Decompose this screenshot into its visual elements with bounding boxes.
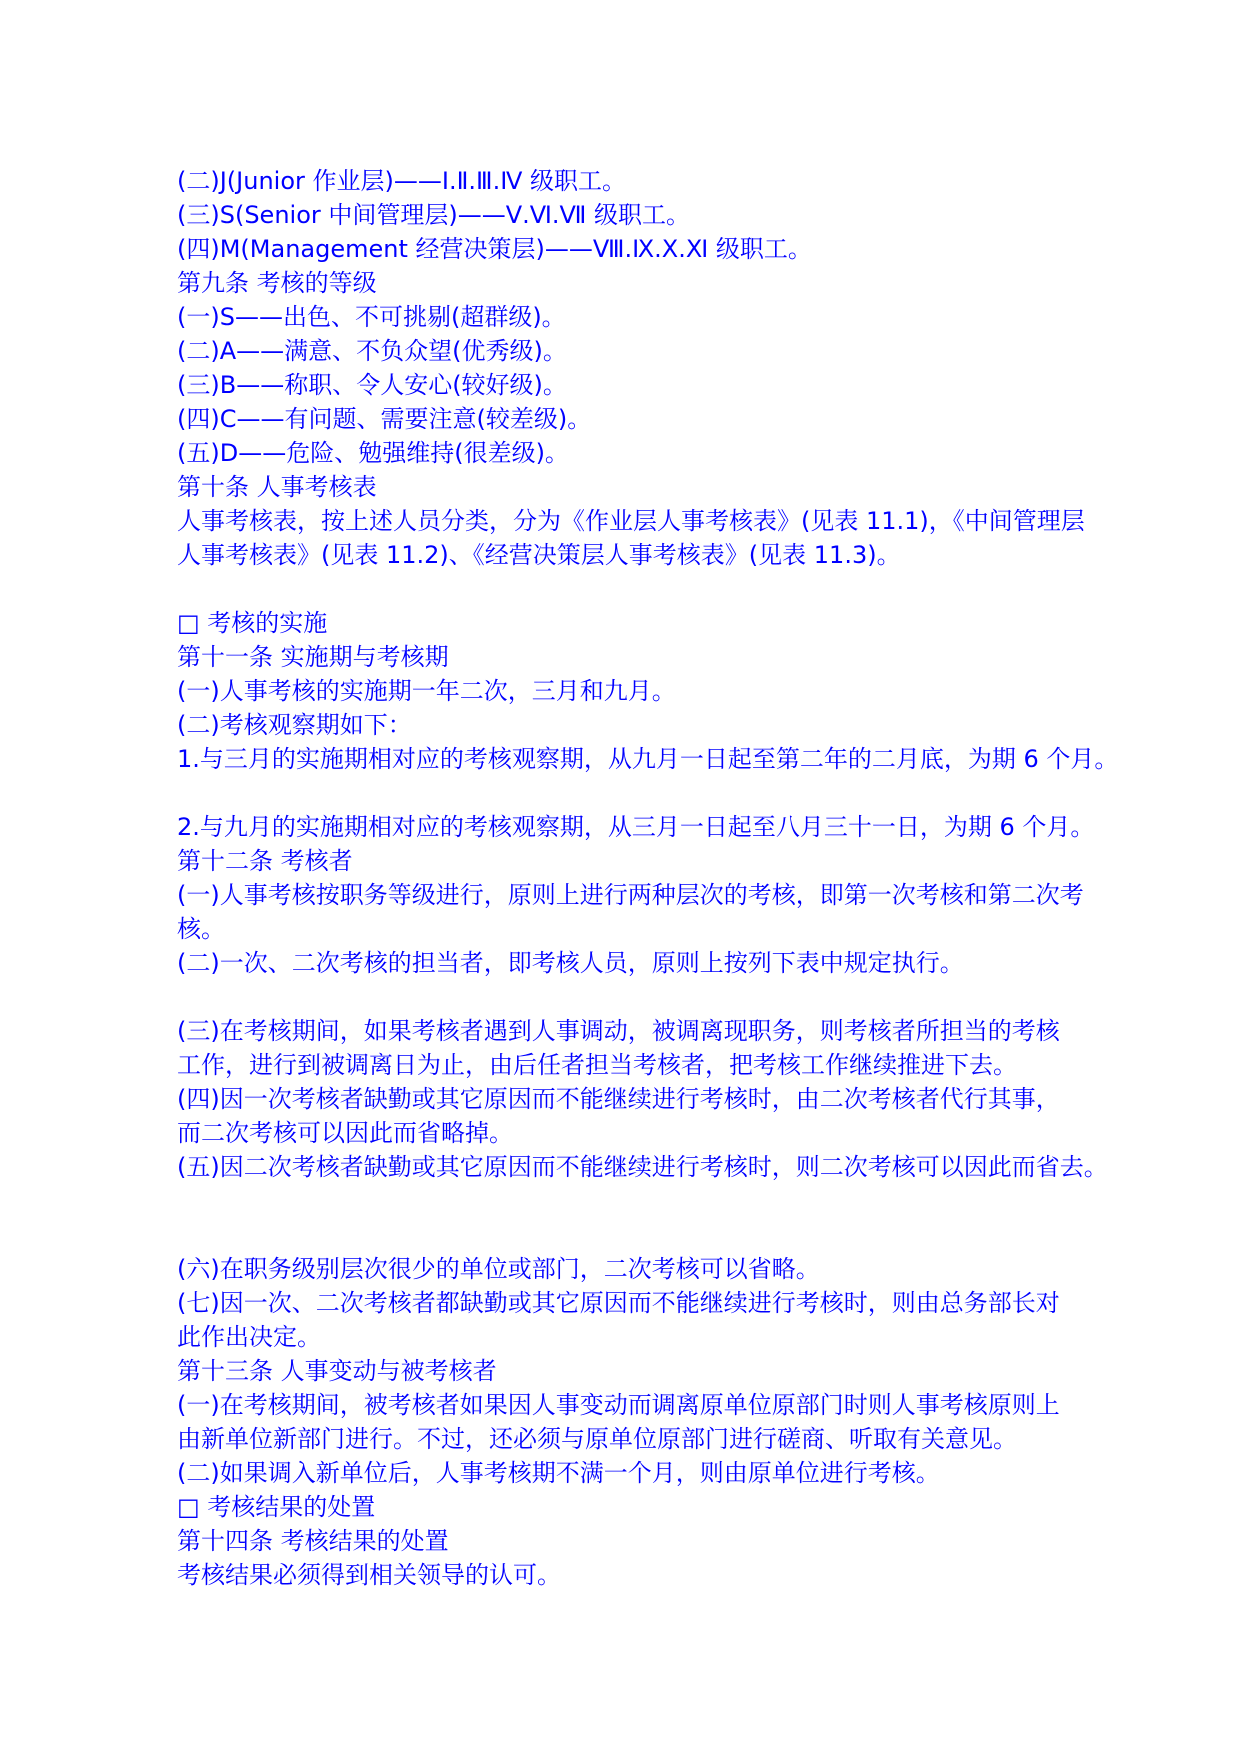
article-12-heading: 第十二条 考核者 [177,847,353,875]
grade-junior-line: (二)J(Junior 作业层)——Ⅰ.Ⅱ.Ⅲ.Ⅳ 级职工。 [177,167,626,195]
article-12-item-7-line-2: 此作出决定。 [177,1323,321,1351]
article-12-item-3-line-1: (三)在考核期间，如果考核者遇到人事调动，被调离现职务，则考核者所担当的考核 [177,1017,1060,1045]
section-implementation-heading: □ 考核的实施 [177,609,328,637]
article-13-item-2: (二)如果调入新单位后，人事考核期不满一个月，则由原单位进行考核。 [177,1459,940,1487]
article-9-heading: 第九条 考核的等级 [177,269,377,297]
article-14-text: 考核结果必须得到相关领导的认可。 [177,1561,561,1589]
level-a-line: (二)A——满意、不负众望(优秀级)。 [177,337,567,365]
spacer [177,572,1217,606]
section-result-handling-heading: □ 考核结果的处置 [177,1493,376,1521]
article-12-item-1-line-2: 核。 [177,915,225,943]
spacer [177,980,1217,1014]
article-12-item-3-line-2: 工作，进行到被调离日为止，由后任者担当考核者，把考核工作继续推进下去。 [177,1051,1017,1079]
article-12-item-7-line-1: (七)因一次、二次考核者都缺勤或其它原因而不能继续进行考核时，则由总务部长对 [177,1289,1060,1317]
level-s-line: (一)S——出色、不可挑剔(超群级)。 [177,303,566,331]
grade-senior-line: (三)S(Senior 中间管理层)——Ⅴ.Ⅵ.Ⅶ 级职工。 [177,201,691,229]
article-11-item-1: (一)人事考核的实施期一年二次，三月和九月。 [177,677,676,705]
level-b-line: (三)B——称职、令人安心(较好级)。 [177,371,567,399]
article-11-subitem-1: 1.与三月的实施期相对应的考核观察期，从九月一日起至第二年的二月底，为期 6 个月。 [177,745,1119,773]
article-12-item-4-line-2: 而二次考核可以因此而省略掉。 [177,1119,513,1147]
spacer [177,1184,1217,1252]
article-11-item-2: (二)考核观察期如下： [177,711,412,739]
article-12-item-4-line-1: (四)因一次考核者缺勤或其它原因而不能继续进行考核时，由二次考核者代行其事， [177,1085,1060,1113]
level-c-line: (四)C——有问题、需要注意(较差级)。 [177,405,592,433]
document-body [177,164,1217,1592]
grade-management-line: (四)M(Management 经营决策层)——Ⅷ.Ⅸ.Ⅹ.Ⅺ 级职工。 [177,235,812,263]
article-13-heading: 第十三条 人事变动与被考核者 [177,1357,497,1385]
level-d-line: (五)D——危险、勉强维持(很差级)。 [177,439,569,467]
article-12-item-6: (六)在职务级别层次很少的单位或部门，二次考核可以省略。 [177,1255,820,1283]
spacer [177,776,1217,810]
article-12-item-1-line-1: (一)人事考核按职务等级进行，原则上进行两种层次的考核，即第一次考核和第二次考 [177,881,1084,909]
article-10-text-line-2: 人事考核表》(见表 11.2)、《经营决策层人事考核表》(见表 11.3)。 [177,541,901,569]
article-13-item-1-line-1: (一)在考核期间，被考核者如果因人事变动而调离原单位原部门时则人事考核原则上 [177,1391,1060,1419]
article-12-item-5: (五)因二次考核者缺勤或其它原因而不能继续进行考核时，则二次考核可以因此而省去。 [177,1153,1108,1181]
article-11-subitem-2: 2.与九月的实施期相对应的考核观察期，从三月一日起至八月三十一日，为期 6 个月。 [177,813,1095,841]
article-10-text-line-1: 人事考核表，按上述人员分类，分为《作业层人事考核表》(见表 11.1)，《中间管理层 [177,507,1085,535]
article-12-item-2: (二)一次、二次考核的担当者，即考核人员，原则上按列下表中规定执行。 [177,949,964,977]
article-13-item-1-line-2: 由新单位新部门进行。不过，还必须与原单位原部门进行磋商、听取有关意见。 [177,1425,1017,1453]
article-14-heading: 第十四条 考核结果的处置 [177,1527,449,1555]
article-10-heading: 第十条 人事考核表 [177,473,377,501]
article-11-heading: 第十一条 实施期与考核期 [177,643,449,671]
